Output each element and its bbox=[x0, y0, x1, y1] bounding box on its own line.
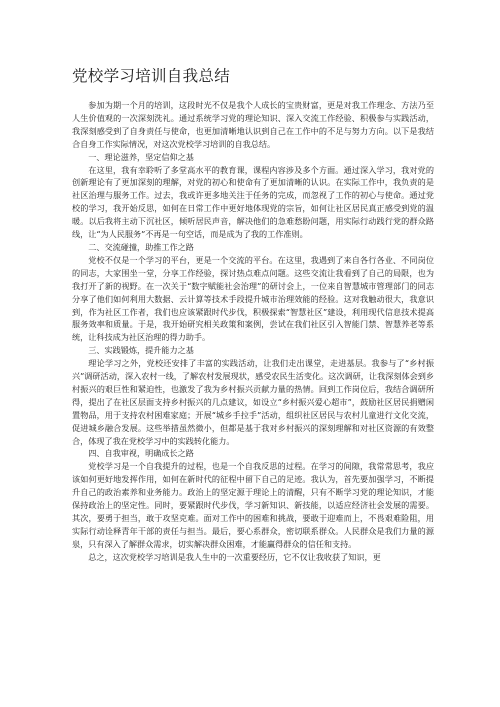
section-2-paragraph: 党校不仅是一个学习的平台，更是一个交流的平台。在这里，我遇到了来自各行各业、不同岗位的同志，大家围坐一堂，分享工作经验，探讨热点难点问题。这些交流让我看到了自己的局限，也为我打开了新的视野。在一次关于“数字赋能社会治理”的研讨会上，一位来自智慧城市管理部门的同志分享了他们如何利用大数据、云计算等技术手段提升城市治理效能的经验。这对我触动很大，我意识到，作为社区工作者，我们也应该紧跟时代步伐，积极探索“智慧社区”建设，利用现代信息技术提高服务效率和质量。于是，我开始研究相关政策和案例，尝试在我们社区引入智能门禁、智慧养老等系统，让科技成为社区治理的得力助手。 bbox=[72, 254, 434, 343]
section-3-paragraph: 理论学习之外，党校还安排了丰富的实践活动，让我们走出课堂，走进基层。我参与了“乡村振兴”调研活动，深入农村一线，了解农村发展现状，感受农民生活变化。这次调研，让我深刻体会到乡村振兴的艰巨性和紧迫性，也激发了我为乡村振兴贡献力量的热情。回到工作岗位后，我结合调研所得，提出了在社区层面支持乡村振兴的几点建议，如设立“乡村振兴爱心超市”，鼓励社区居民捐赠闲置物品，用于支持农村困难家庭；开展“城乡手拉手”活动，组织社区居民与农村儿童进行文化交流，促进城乡融合发展。这些举措虽然微小，但都是基于我对乡村振兴的深刻理解和对社区资源的有效整合，体现了我在党校学习中的实践转化能力。 bbox=[72, 358, 434, 446]
section-2-heading: 二、交流碰撞，助推工作之路 bbox=[88, 241, 194, 252]
section-4-heading: 四、自我审视，明确成长之路 bbox=[88, 448, 194, 459]
section-1-heading: 一、理论滋养，坚定信仰之基 bbox=[88, 151, 194, 162]
document-page bbox=[72, 66, 434, 564]
document-title: 党校学习培训自我总结 bbox=[72, 67, 231, 85]
section-3-heading: 三、实践锻炼，提升能力之基 bbox=[88, 345, 194, 356]
intro-paragraph: 参加为期一个月的培训，这段时光不仅是我个人成长的宝贵财富，更是对我工作理念、方法乃至人生价值观的一次深刻洗礼。通过系统学习党的理论知识、深入交流工作经验、积极参与实践活动，我深刻感受到了自身责任与使命，也更加清晰地认识到自己在工作中的不足与努力方向。以下是我结合自身工作实际情况，对这次党校学习培训的自我总结。 bbox=[72, 100, 434, 149]
section-4-paragraph: 党校学习是一个自我提升的过程，也是一个自我反思的过程。在学习的间隙，我常常思考，我应该如何更好地发挥作用，如何在新时代的征程中留下自己的足迹。我认为，首先要加强学习，不断提升自己的政治素养和业务能力。政治上的坚定源于理论上的清醒，只有不断学习党的理论知识，才能保持政治上的坚定性。同时，要紧跟时代步伐，学习新知识、新技能，以适应经济社会发展的需要。其次，要勇于担当，敢于攻坚克难。面对工作中的困难和挑战，要敢于迎难而上，不畏艰难险阻，用实际行动诠释青年干部的责任与担当。最后，要心系群众，密切联系群众。人民群众是我们力量的源泉，只有深入了解群众需求，切实解决群众困难，才能赢得群众的信任和支持。 bbox=[72, 461, 434, 549]
section-1-paragraph: 在这里，我有幸聆听了多堂高水平的教育课，课程内容涉及多个方面。通过深入学习，我对党的创新理论有了更加深刻的理解，对党的初心和使命有了更加清晰的认识。在实际工作中，我负责的是社区治理与服务工作。过去，我或许更多地关注于任务的完成，而忽视了工作的初心与使命。通过党校的学习，我开始反思，如何在日常工作中更好地体现党的宗旨，如何让社区居民真正感受到党的温暖。以后我将主动下沉社区，倾听居民声音，解决他们的急难愁盼问题，用实际行动践行党的群众路线，让“为人民服务”不再是一句空话，而是成为了我的工作准则。 bbox=[72, 164, 434, 240]
summary-paragraph: 总之，这次党校学习培训是我人生中的一次重要经历，它不仅让我收获了知识，更 bbox=[88, 551, 381, 562]
